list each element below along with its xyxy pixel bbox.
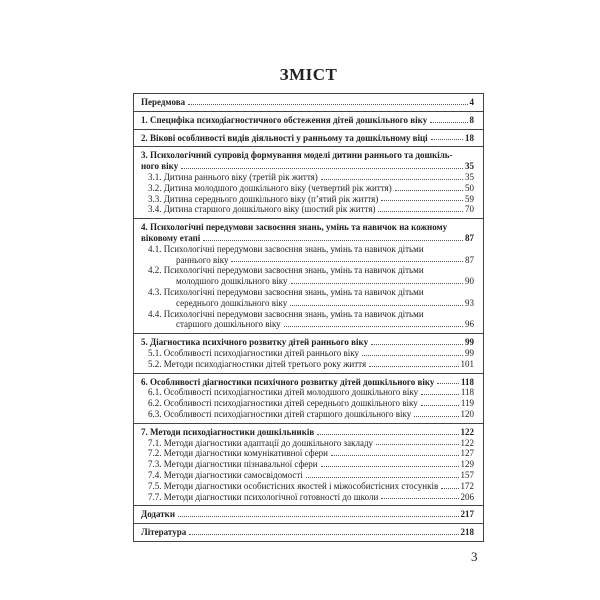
toc-entry-title: 6.1. Особливості психодіагностики дітей молодшого дошкільного віку [148,387,419,398]
dot-leader [362,355,463,356]
toc-page-number: 218 [460,527,474,538]
toc-subentry-row [141,319,474,330]
toc-subentry-row [141,276,474,287]
toc-page-number: 50 [465,182,474,193]
toc-entry-title: 4.4. Психологічні передумови засвоєння знань, умінь та навичок дітьми [148,308,424,319]
toc-heading-row [141,222,474,233]
toc-section [134,506,483,524]
toc-section [134,130,483,148]
toc-entry-title: 7. Методи психодіагностики дошкільників [141,426,315,437]
page-number: 3 [471,549,478,564]
dot-leader [181,168,463,169]
toc-section [134,334,483,373]
toc-entry-title: 4.2. Психологічні передумови засвоєння знань, умінь та навичок дітьми [148,265,424,276]
toc-heading-row [141,150,474,161]
toc-page-number: 120 [460,408,474,419]
toc-page-number: 118 [460,387,474,398]
toc-entry-title: 5. Діагностика психічного розвитку дітей раннього віку [141,337,369,348]
toc-page-number: 119 [460,398,474,409]
toc-subentry-row [141,470,474,481]
toc-heading-row [141,527,474,538]
toc-heading-row [141,427,474,438]
toc-entry-title: 3.2. Дитина молодшого дошкільного віку (четвертий рік життя) [148,182,392,193]
toc-heading-row [141,509,474,520]
dot-leader [376,444,458,445]
toc-heading-row [141,337,474,348]
dot-leader [414,416,458,417]
dot-leader [381,498,458,499]
toc-page-number: 206 [460,491,474,502]
toc-subentry-row [141,309,474,320]
toc-entry-title: 4.1. Психологічні передумови засвоєння знань, умінь та навичок дітьми [148,243,424,254]
toc-page-number: 157 [460,469,474,480]
toc-entry-title: 7.2. Методи діагностики комунікативної сфери [148,448,328,459]
toc-subentry-row [141,244,474,255]
toc-entry-title: 4. Психологічні передумови засвоєння знань, умінь та навичок на кожному [141,222,448,233]
dot-leader [321,179,463,180]
toc-entry-title: 7.4. Методи діагностики самосвідомості [148,469,303,480]
toc-heading-row [141,133,474,144]
toc-section [134,374,483,424]
toc-heading-row [141,161,474,172]
dot-leader [189,534,458,535]
dot-leader [395,190,463,191]
toc-entry-title: Література [141,527,187,538]
toc-entry-title: Передмова [141,97,186,107]
toc-heading-row [141,233,474,244]
dot-leader [431,139,463,140]
toc-entry-title: 5.2. Методи психодіагностики дітей третього року життя [148,358,367,369]
toc-page-number: 87 [465,232,474,243]
dot-leader [441,488,458,489]
toc-page-number: 129 [460,459,474,470]
toc-page-number: 90 [465,276,474,287]
toc-entry-title: 7.1. Методи діагностики адаптації до дошкільного закладу [148,437,374,448]
toc-page-number: 59 [465,193,474,204]
toc-entry-title: старшого дошкільного віку [176,319,281,330]
table-of-contents [133,93,484,542]
dot-leader [331,455,459,456]
dot-leader [291,283,463,284]
toc-entry-title: 7.3. Методи діагностики пізнавальної сфери [148,459,318,470]
toc-subentry-row [141,359,474,370]
toc-page-number: 4 [469,97,474,107]
dot-leader [381,200,463,201]
toc-page-number: 99 [465,347,474,358]
dot-leader [321,466,459,467]
dot-leader [178,516,458,517]
toc-section [134,219,483,334]
page-title: ЗМІСТ [279,65,338,84]
toc-section [134,112,483,130]
toc-page-number: 70 [465,204,474,215]
dot-leader [306,477,459,478]
toc-subentry-row [141,265,474,276]
toc-heading-row [141,97,474,108]
toc-entry-title: 6.2. Особливості психодіагностики дітей середнього дошкільного віку [148,398,418,409]
toc-entry-title: 1. Специфіка психодіагностичного обстеження дітей дошкільного віку [141,114,428,125]
toc-page-number: 127 [460,448,474,459]
toc-entry-title: 3.4. Дитина старшого дошкільного віку (шостий рік життя) [148,204,376,215]
toc-page-number: 35 [465,161,474,172]
toc-section [134,424,483,507]
toc-subentry-row [141,492,474,503]
toc-entry-title: 3.1. Дитина раннього віку (третій рік життя) [148,171,318,182]
toc-page-number: 118 [460,376,474,387]
toc-section [134,524,483,541]
toc-subentry-row [141,298,474,309]
toc-subentry-row [141,409,474,420]
toc-page-number: 87 [465,254,474,265]
toc-subentry-row [141,438,474,449]
toc-entry-title: 5.1. Особливості психодіагностики дітей раннього віку [148,347,360,358]
toc-entry-title: 4.3. Психологічні передумови засвоєння знань, умінь та навичок дітьми [148,286,424,297]
dot-leader [290,305,463,306]
toc-subentry-row [141,398,474,409]
toc-subentry-row [141,459,474,470]
toc-entry-title: 2. Вікові особливості видів діяльності у ранньому та дошкільному віці [141,132,428,143]
dot-leader [378,211,463,212]
dot-leader [188,104,467,105]
toc-entry-title: 7.5. Методи діагностики особистісних якостей і міжособистісних стосунків [148,480,439,491]
toc-section [134,147,483,219]
toc-subentry-row [141,255,474,266]
toc-page-number: 217 [460,509,474,520]
toc-subentry-row [141,204,474,215]
toc-subentry-row [141,448,474,459]
toc-entry-title: молодшого дошкільного віку [176,276,288,287]
toc-entry-title: віковому етапі [141,232,201,243]
toc-subentry-row [141,194,474,205]
toc-entry-title: 6.3. Особливості психодіагностики дітей старшого дошкільного віку [148,408,412,419]
toc-page-number: 18 [465,132,474,143]
toc-page-number: 99 [465,337,474,348]
dot-leader [437,383,459,384]
toc-subentry-row [141,183,474,194]
toc-page-number: 8 [469,114,474,125]
dot-leader [421,405,459,406]
toc-page-number: 101 [460,358,474,369]
toc-entry-title: Додатки [141,509,176,520]
toc-page-number: 122 [460,426,474,437]
toc-entry-title: 3. Психологічний супровід формування моделі дитини раннього та дошкіль- [141,150,453,161]
toc-page-number: 122 [460,437,474,448]
toc-entry-title: 3.3. Дитина середнього дошкільного віку (п’ятий рік життя) [148,193,379,204]
dot-leader [284,326,463,327]
toc-subentry-row [141,348,474,359]
dot-leader [421,394,459,395]
toc-heading-row [141,377,474,388]
toc-page-number: 172 [460,480,474,491]
toc-page-number: 93 [465,297,474,308]
toc-page-number: 35 [465,171,474,182]
toc-entry-title: 7.7. Методи діагностики психологічної готовності до школи [148,491,379,502]
dot-leader [369,366,458,367]
dot-leader [371,344,463,345]
toc-subentry-row [141,287,474,298]
dot-leader [430,122,467,123]
dot-leader [203,240,463,241]
toc-heading-row [141,115,474,126]
dot-leader [317,434,458,435]
toc-entry-title: 6. Особливості діагностики психічного розвитку дітей дошкільного віку [141,376,435,387]
toc-page-number: 96 [465,319,474,330]
dot-leader [231,261,463,262]
toc-entry-title: раннього віку [176,254,229,265]
toc-subentry-row [141,481,474,492]
toc-entry-title: ного віку [141,161,179,172]
toc-subentry-row [141,172,474,183]
toc-subentry-row [141,387,474,398]
toc-section [134,94,483,112]
toc-entry-title: середнього дошкільного віку [176,297,288,308]
